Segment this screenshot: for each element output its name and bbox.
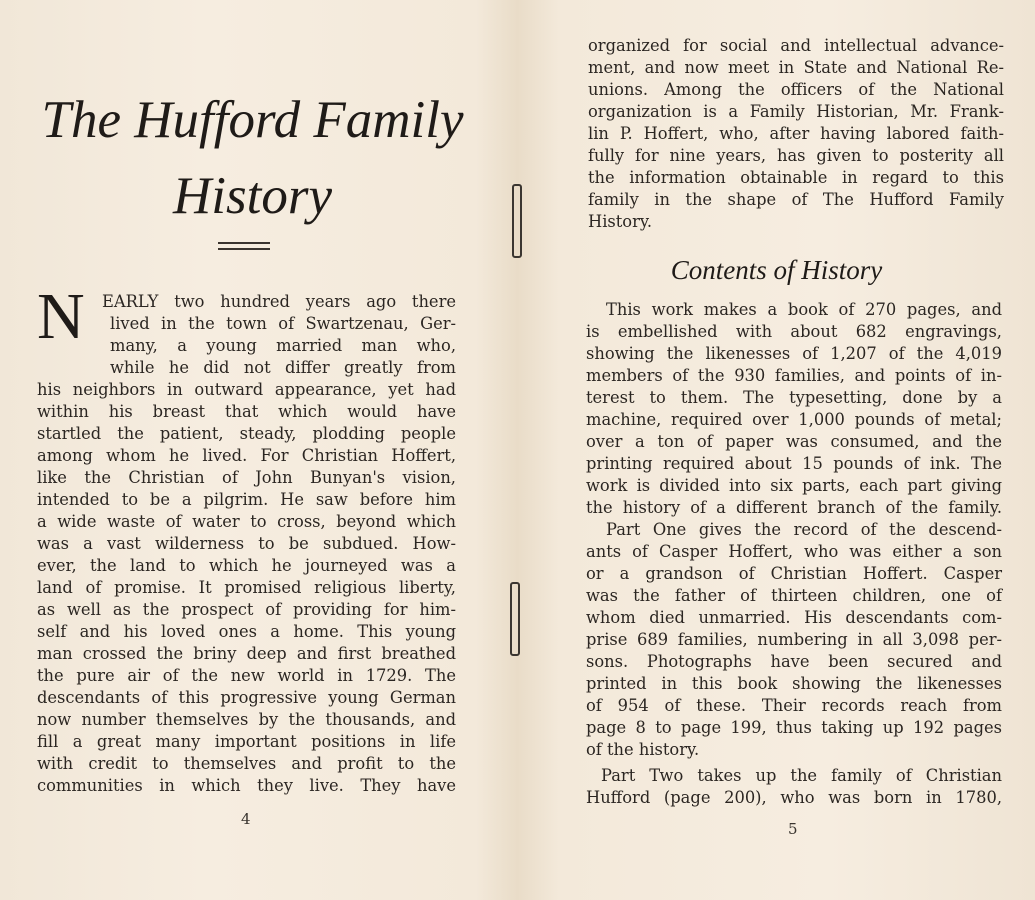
binding-staple-top [512,184,522,258]
right-text-line: organization is a Family Historian, Mr. Frank- [588,102,1004,121]
right-text-line: organized for social and intellectual advance- [588,36,1004,55]
left-text-line: descendants of this progressive young German [37,688,456,707]
right-text-line: fully for nine years, has given to posterity all [588,146,1004,165]
right-text-line: terest to them. The typesetting, done by a [586,388,1002,407]
right-text-line: unions. Among the officers of the National [588,80,1004,99]
left-text-line: among whom he lived. For Christian Hoffert, [37,446,456,465]
right-text-line: is embellished with about 682 engravings, [586,322,1002,341]
left-text-line: ever, the land to which he journeyed was a [37,556,456,575]
right-text-line: ants of Casper Hoffert, who was either a son [586,542,1002,561]
left-text-line: was a vast wilderness to be subdued. How- [37,534,456,553]
page-number-right: 5 [788,820,798,838]
right-text-line: or a grandson of Christian Hoffert. Casper [586,564,1002,583]
right-text-line: of 954 of these. Their records reach from [586,696,1002,715]
right-text-line: page 8 to page 199, thus taking up 192 pages [586,718,1002,737]
right-text-line: family in the shape of The Hufford Family [588,190,1004,209]
left-text-line: communities in which they live. They have [37,776,456,795]
title-line-2: History [173,167,332,225]
binding-staple-bottom [510,582,520,656]
right-text-line: lin P. Hoffert, who, after having labored faith- [588,124,1004,143]
left-text-line: like the Christian of John Bunyan's vision, [37,468,456,487]
right-text-line: ment, and now meet in State and National Re- [588,58,1004,77]
left-text-line: fill a great many important positions in life [37,732,456,751]
right-text-line: whom died unmarried. His descendants com- [586,608,1002,627]
right-text-line: Hufford (page 200), who was born in 1780, [586,788,1002,807]
right-text-line: Part One gives the record of the descend- [606,520,1002,539]
right-text-line: of the history. [586,740,700,759]
title-rule [218,242,270,250]
left-text-line: land of promise. It promised religious liberty, [37,578,456,597]
right-text-line: prise 689 families, numbering in all 3,098 per- [586,630,1002,649]
right-text-line: members of the 930 families, and points of in- [586,366,1002,385]
left-text-line: his neighbors in outward appearance, yet had [37,380,456,399]
left-text-line: within his breast that which would have [37,402,456,421]
left-text-line: many, a young married man who, [110,336,456,355]
right-text-line: machine, required over 1,000 pounds of metal; [586,410,1002,429]
left-text-line: with credit to themselves and profit to the [37,754,456,773]
right-text-line: This work makes a book of 270 pages, and [606,300,1002,319]
right-text-line: printed in this book showing the likenesses [586,674,1002,693]
left-text-line: self and his loved ones a home. This young [37,622,456,641]
left-text-line: EARLY two hundred years ago there [102,292,456,311]
page-title [0,82,505,234]
left-text-line: while he did not differ greatly from [110,358,456,377]
left-text-line: man crossed the briny deep and first breathed [37,644,456,663]
left-text-line: startled the patient, steady, plodding people [37,424,456,443]
left-text-line: a wide waste of water to cross, beyond which [37,512,456,531]
left-text-line: intended to be a pilgrim. He saw before him [37,490,456,509]
right-text-line: printing required about 15 pounds of ink. The [586,454,1002,473]
page-number-left: 4 [241,810,251,828]
title-line-1: The Hufford Family [41,91,464,149]
right-text-line: showing the likenesses of 1,207 of the 4,019 [586,344,1002,363]
drop-cap: N [37,280,85,353]
right-text-line: over a ton of paper was consumed, and the [586,432,1002,451]
section-heading: Contents of History [670,255,883,285]
left-text-line: lived in the town of Swartzenau, Ger- [110,314,456,333]
left-text-line: as well as the prospect of providing for him- [37,600,456,619]
right-text-line: work is divided into six parts, each part giving [586,476,1002,495]
left-text-line: now number themselves by the thousands, and [37,710,456,729]
left-text-line: the pure air of the new world in 1729. The [37,666,456,685]
right-text-line: was the father of thirteen children, one of [586,586,1002,605]
right-text-line: sons. Photographs have been secured and [586,652,1002,671]
right-text-line: the history of a different branch of the family. [586,498,1002,517]
right-text-line: History. [588,212,653,231]
right-text-line: the information obtainable in regard to this [588,168,1004,187]
right-text-line: Part Two takes up the family of Christian [601,766,1002,785]
